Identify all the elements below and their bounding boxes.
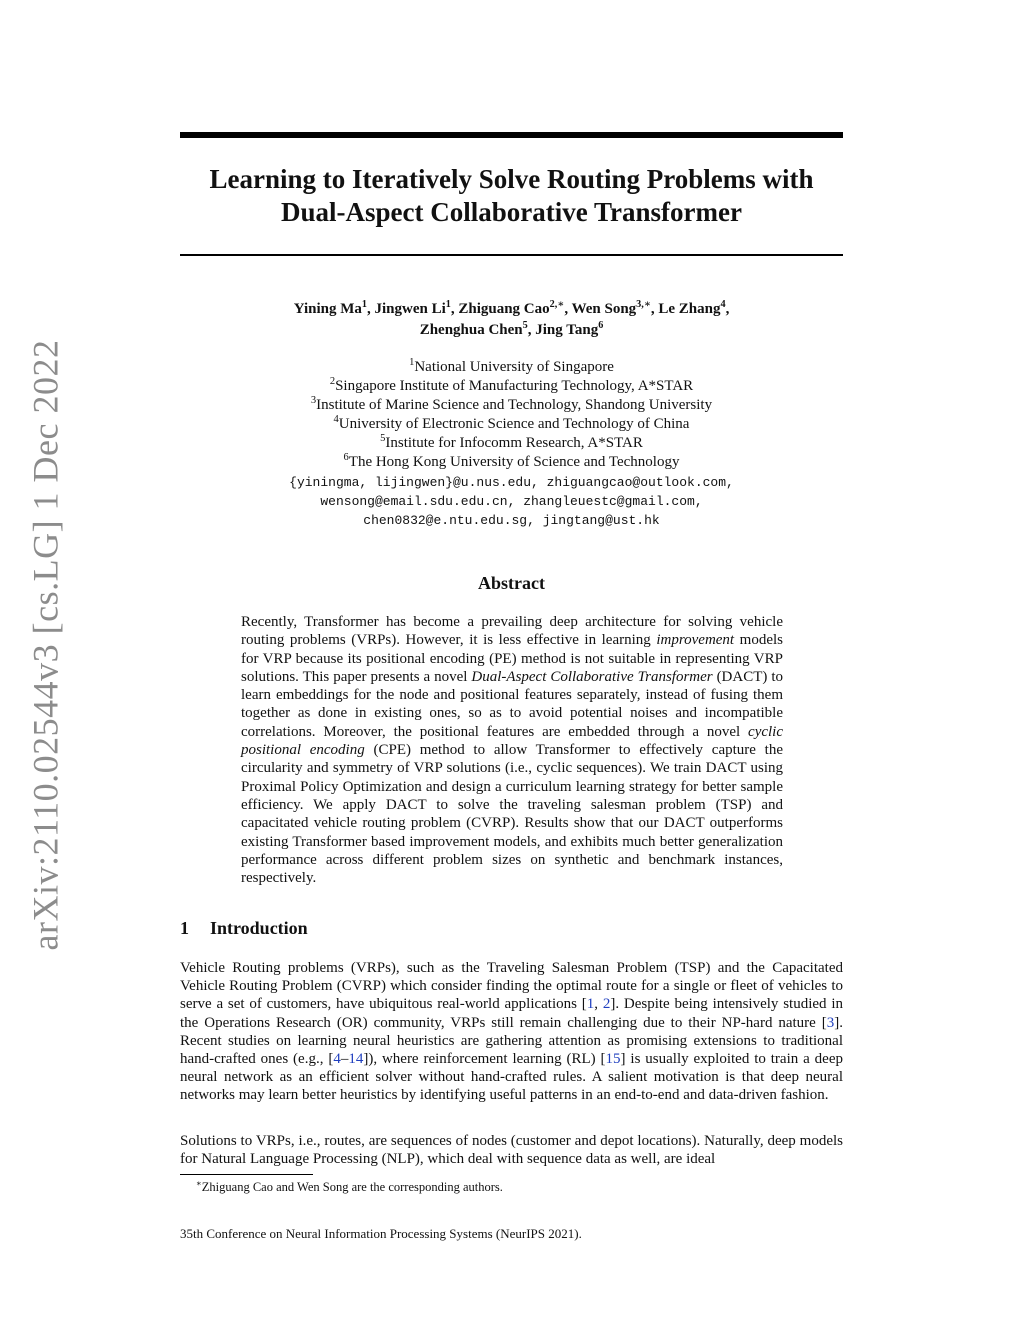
title-top-rule [180, 132, 843, 138]
affiliation-number: 6 [343, 452, 349, 463]
author-name: Wen Song [571, 301, 637, 317]
email-line[interactable]: wensong@email.sdu.edu.cn, zhangleuestc@gmail.com, [320, 494, 703, 509]
affiliation [180, 415, 843, 434]
section-heading-introduction [180, 918, 843, 939]
paper-title [180, 163, 843, 229]
email-list [180, 473, 843, 530]
affiliation [180, 453, 843, 472]
abstract-heading: Abstract [478, 573, 545, 593]
paragraph-text: ]), where reinforcement learning (RL) [ [363, 1051, 606, 1068]
abstract-emphasis: Dual-Aspect Collaborative Transformer [471, 668, 713, 685]
affiliation-list [180, 358, 843, 472]
abstract-text: (CPE) method to allow Transformer to effectively capture the circularity and symmetry of VRP solutions (i.e., cyclic sequences). We train DACT using Proximal Policy Optimization and design a curriculum learning strategy for better sample efficiency. We apply DACT to solve the traveling salesman problem (TSP) and capacitated vehicle routing problem (CVRP). Results show that our DACT outperforms existing Transformer based improvement models, and exhibits much better generalization performance across different problem sizes on synthetic and benchmark instances, respectively. [241, 742, 783, 887]
intro-paragraph-1 [180, 959, 843, 1105]
author-name: Jingwen Li [374, 301, 446, 317]
author-mark: 5 [522, 320, 528, 331]
affiliation-number: 2 [329, 376, 336, 387]
affiliation [180, 434, 843, 453]
author-mark: 1 [445, 299, 451, 310]
affiliation [180, 377, 843, 396]
footnote-rule [180, 1174, 313, 1175]
abstract-body [241, 613, 783, 887]
author-name: Le Zhang [658, 301, 721, 317]
arxiv-identifier[interactable]: arXiv:2110.02544v3 [cs.LG] 1 Dec 2022 [26, 339, 67, 951]
paragraph-text: , [594, 996, 603, 1013]
email-line[interactable]: chen0832@e.ntu.edu.sg, jingtang@ust.hk [363, 513, 660, 528]
title-line-2: Dual-Aspect Collaborative Transformer [281, 197, 742, 227]
affiliation [180, 396, 843, 415]
affiliation-text: Singapore Institute of Manufacturing Technology, A*STAR [335, 378, 694, 394]
author-mark: 4 [720, 299, 726, 310]
affiliation-text: University of Electronic Science and Technology of China [338, 416, 690, 432]
abstract-emphasis: improvement [656, 632, 735, 649]
intro-paragraph-2: Solutions to VRPs, i.e., routes, are sequences of nodes (customer and depot locations). Naturally, deep models for Natural Language Processing (NLP), which deal with sequence data as well, are ideal [180, 1133, 843, 1168]
author-name: Yining Ma [293, 301, 362, 317]
affiliation-number: 5 [380, 433, 386, 444]
abstract-text: Recently, Transformer has become a prevailing deep architecture for solving vehicle routing problems (VRPs). However, it is less effective in learning [241, 614, 783, 649]
affiliation-text: Institute for Infocomm Research, A*STAR [385, 435, 643, 451]
author-mark: 2,∗ [549, 299, 565, 310]
citation-link[interactable]: 4 [333, 1051, 341, 1068]
author-mark: 1 [361, 299, 367, 310]
author-line-2: Zhenghua Chen$^5$, Jing Tang$^6$ [419, 320, 604, 338]
conference-notice: 35th Conference on Neural Information Processing Systems (NeurIPS 2021). [180, 1226, 582, 1241]
author-line-1: Yining Ma$^1$, Jingwen Li$^1$, Zhiguang Cao$^{2,∗}$, Wen Song$^{3,∗}$, Le Zhang$^4$, [293, 299, 730, 317]
citation-link[interactable]: 14 [348, 1051, 364, 1068]
abstract-text: models for VRP because its positional encoding (PE) method is not suitable in representing VRP solutions. This paper presents a novel [241, 632, 783, 685]
author-list [180, 299, 843, 341]
affiliation-number: 4 [333, 414, 339, 425]
citation-link[interactable]: 15 [605, 1051, 621, 1068]
author-name: Zhiguang Cao [458, 301, 550, 317]
abstract-text: (DACT) to learn embeddings for the node and positional features separately, instead of fusing them together as done in existing ones, so as to avoid potential noises and incompatible correlations. Moreover, the positional features are embedded through a novel [241, 668, 783, 740]
title-bottom-rule [180, 254, 843, 256]
author-mark: 6 [598, 320, 604, 331]
arxiv-side-stamp [20, 339, 72, 951]
paragraph-text: – [340, 1051, 349, 1068]
affiliation-text: Institute of Marine Science and Technology, Shandong University [316, 397, 713, 413]
paragraph-text: Vehicle Routing problems (VRPs), such as the Traveling Salesman Problem (TSP) and the Capacitated Vehicle Routing Problem (CVRP) which consider finding the optimal route for a single or fleet of vehicles to serve a set of customers, have ubiquitous real-world applications [ [180, 960, 843, 1013]
affiliation-text: National University of Singapore [414, 359, 614, 375]
citation-link[interactable]: 3 [826, 1014, 835, 1031]
affiliation-number: 1 [409, 357, 415, 368]
footnote [196, 1177, 836, 1195]
footnote-text: Zhiguang Cao and Wen Song are the corresponding authors. [201, 1180, 503, 1194]
affiliation [180, 358, 843, 377]
section-title: Introduction [210, 918, 308, 938]
paragraph-text: ]. Recent studies on learning neural heuristics are gathering attention as promising extensions to traditional hand-crafted ones (e.g., [ [180, 1014, 843, 1068]
paragraph-text: ] is usually exploited to train a deep neural network as an efficient solver without hand-crafted rules. A salient motivation is that deep neural networks may learn better heuristics by identifying useful patterns in an end-to-end and data-driven fashion. [180, 1051, 843, 1104]
footnote-mark: ∗ [196, 1177, 202, 1188]
affiliation-text: The Hong Kong University of Science and Technology [348, 454, 680, 470]
affiliation-number: 3 [310, 395, 317, 406]
author-mark: 3,∗ [636, 299, 651, 310]
citation-link[interactable]: 1 [586, 996, 595, 1013]
author-name: Zhenghua Chen [419, 322, 523, 338]
title-line-1: Learning to Iteratively Solve Routing Problems with [209, 164, 814, 194]
email-line[interactable]: {yiningma, lijingwen}@u.nus.edu, zhiguangcao@outlook.com, [289, 475, 734, 490]
paragraph-text: ]. Despite being intensively studied in the Operations Research (OR) community, VRPs still remain challenging due to their NP-hard nature [ [180, 996, 844, 1031]
citation-link[interactable]: 2 [602, 996, 611, 1013]
author-name: Jing Tang [535, 322, 599, 338]
section-number: 1 [180, 918, 189, 938]
abstract-emphasis: cyclic positional encoding [241, 723, 783, 759]
